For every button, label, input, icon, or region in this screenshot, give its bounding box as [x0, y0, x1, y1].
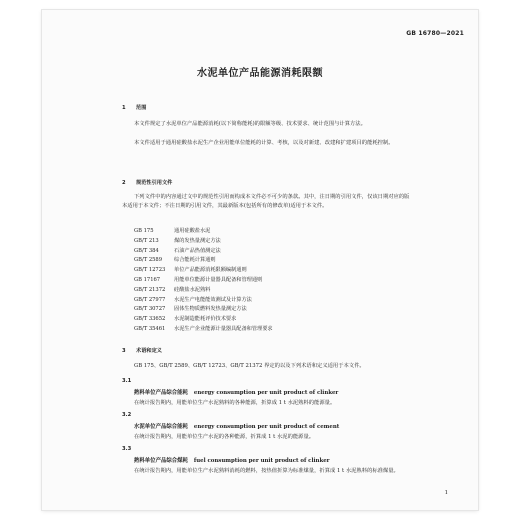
reference-title: 煤的发热量测定方法 [174, 237, 221, 244]
reference-code: GB/T 27977 [134, 296, 166, 303]
reference-item [134, 305, 273, 315]
term-name-en: fuel consumption per unit product of clinker [193, 458, 330, 464]
section-number: 2 [122, 180, 126, 186]
reference-item [134, 296, 273, 306]
doc-title: 水泥单位产品能源消耗限额 [197, 68, 323, 79]
reference-code: GB/T 384 [134, 247, 159, 254]
reference-title: 单位产品能源消耗限额编制通则 [174, 267, 247, 274]
doc-number: GB 16780—2021 [406, 30, 464, 37]
reference-code: GB 175 [134, 228, 154, 234]
reference-code: GB/T 213 [134, 237, 159, 244]
reference-code: GB 17167 [134, 276, 161, 283]
reference-item [134, 325, 273, 335]
term-name-en: energy consumption per unit product of clinker [193, 390, 339, 396]
page-number: 1 [444, 490, 448, 496]
scope-paragraph-2: 本文件适用于通用硅酸盐水泥生产企业用能单位能耗的计算、考核，以及对新建、改建和扩建项目的能耗控制。 [134, 140, 394, 146]
term-name-zh: 水泥单位产品综合能耗 [134, 424, 188, 430]
reference-title: 通用硅酸盐水泥 [174, 228, 211, 234]
term-name-en: energy consumption per unit product of cement [193, 424, 340, 430]
reference-item [134, 315, 273, 325]
term-definition: 在统计报告期内，用能单位生产水泥的各种能源，折算成 1 t 水泥的能源量。 [134, 434, 315, 440]
reference-code: GB/T 35461 [134, 325, 166, 332]
term-definition: 在统计报告期内，用能单位生产水泥熟料的各种能源，折算成 1 t 水泥熟料的能源量。 [134, 400, 336, 406]
term-heading [134, 456, 329, 464]
reference-code: GB/T 21372 [134, 286, 166, 293]
term-number: 3.2 [122, 412, 132, 418]
term-number: 3.1 [122, 378, 132, 384]
reference-title: 综合能耗计算通则 [174, 257, 216, 264]
reference-item [134, 237, 273, 247]
section-scope-heading [122, 104, 146, 111]
reference-item [134, 266, 273, 276]
reference-title: 固体生物质燃料发热量测定方法 [174, 306, 247, 313]
term-heading [134, 388, 338, 396]
reference-item [134, 276, 273, 286]
reference-item [134, 227, 273, 237]
reference-code: GB/T 12723 [134, 267, 166, 274]
reference-item [134, 247, 273, 257]
term-name-zh: 熟料单位产品综合能耗 [134, 390, 188, 396]
section-title: 术语和定义 [136, 348, 162, 354]
refs-intro-paragraph: 下列文件中的内容通过文中的规范性引用而构成本文件必不可少的条款。其中，注日期的引用文件，仅该日期对应的版本适用于本文件；不注日期的引用文件，其最新版本(包括所有的修改单)适用于本文件。 [122, 194, 410, 209]
terms-intro-paragraph: GB 175、GB/T 2589、GB/T 12723、GB/T 21372 界定的以及下列术语和定义适用于本文件。 [134, 363, 365, 369]
term-number: 3.3 [122, 446, 132, 452]
term-definition: 在统计报告期内，用能单位生产水泥熟料消耗的燃料，按热值折算为标准煤量，折算成 1 t 水泥熟料的标准煤量。 [134, 468, 399, 474]
reference-item [134, 286, 273, 296]
term-name-zh: 熟料单位产品综合煤耗 [134, 458, 188, 464]
reference-title: 水泥生产电能能效测试及计算方法 [174, 296, 252, 303]
scope-paragraph-1: 本文件规定了水泥单位产品能源消耗(以下简称能耗)的限额等级、技术要求、统计范围与计算方法。 [134, 121, 366, 127]
section-refs-heading [122, 179, 172, 186]
section-number: 3 [122, 348, 126, 354]
reference-code: GB/T 30727 [134, 306, 166, 313]
term-heading [134, 422, 339, 430]
reference-code: GB/T 2589 [134, 257, 163, 264]
reference-title: 用能单位能源计量器具配备和管理通则 [174, 276, 263, 283]
section-terms-heading [122, 347, 162, 354]
section-title: 范围 [136, 105, 147, 111]
reference-list [134, 227, 273, 335]
reference-title: 水泥制造能耗评价技术要求 [174, 316, 237, 323]
reference-title: 硅酸盐水泥熟料 [174, 286, 211, 293]
reference-title: 水泥生产企业能源计量器具配备和管理要求 [174, 325, 273, 332]
reference-code: GB/T 33652 [134, 316, 166, 323]
reference-item [134, 256, 273, 266]
section-title: 规范性引用文件 [136, 180, 173, 186]
reference-title: 石油产品热值测定法 [174, 247, 221, 254]
section-number: 1 [122, 105, 126, 111]
document-page [42, 10, 478, 510]
